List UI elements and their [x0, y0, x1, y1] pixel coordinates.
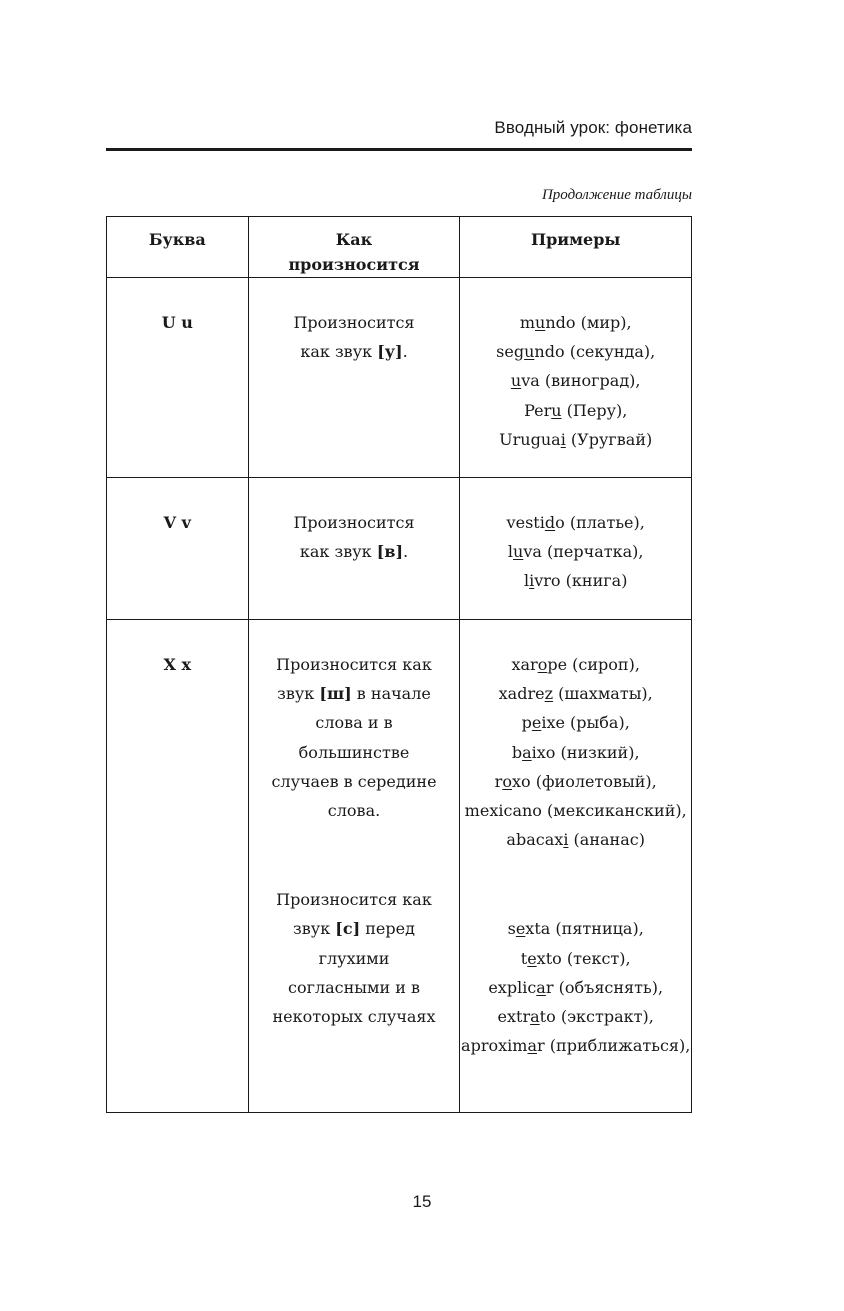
example-line [460, 650, 691, 679]
examples-u [460, 278, 691, 454]
example-text: Peru (Перу), [524, 400, 628, 420]
example-line [460, 508, 691, 537]
pronunciation-v [279, 478, 429, 566]
example-line [460, 796, 691, 825]
sound-symbol: [в] [376, 542, 404, 562]
letter-cell [107, 278, 249, 478]
running-header: Вводный урок: фонетика [494, 118, 692, 137]
example-text: baixo (низкий), [511, 742, 640, 762]
example-text: Uruguai (Уругвай) [499, 429, 653, 449]
example-text: livro (книга) [523, 571, 628, 591]
example-text: mexicano (мексиканский), [464, 801, 687, 821]
example-line [460, 914, 691, 943]
table-caption: Продолжение таблицы [541, 187, 692, 203]
pronunciation-cell [248, 278, 460, 478]
example-text: abacaxi (ананас) [506, 830, 645, 850]
pron-text-post: в начале слова и в большинстве случаев в середине слова. [271, 684, 437, 821]
pron-text: Произносится как звук [276, 655, 432, 704]
example-text: xarope (сироп), [511, 655, 640, 674]
examples-cell [460, 278, 692, 478]
header-examples: Примеры [460, 217, 692, 278]
example-line [460, 944, 691, 973]
table-row-v [107, 478, 692, 620]
example-text: xadrez (шахматы), [498, 684, 653, 704]
pron-text-post: . [403, 542, 409, 562]
pron-text-post: . [402, 342, 408, 362]
letter-u: U u [161, 313, 193, 332]
example-line [460, 337, 691, 366]
examples-x-2 [460, 884, 691, 1060]
letter-cell [107, 620, 249, 1113]
examples-cell [460, 620, 692, 1113]
table-header-row [107, 217, 692, 278]
letter-v: V v [163, 513, 191, 532]
pron-text: Произносится как звук [293, 313, 415, 362]
example-text: aproximar (приближаться), [461, 1036, 691, 1056]
example-text: uva (виноград), [510, 371, 641, 391]
example-line [460, 425, 691, 454]
header-letter: Буква [107, 217, 249, 278]
example-text: vestido (платье), [506, 513, 645, 532]
pronunciation-x-2 [268, 855, 440, 1031]
sound-symbol: [ш] [319, 684, 352, 704]
example-line [460, 825, 691, 854]
example-text: segundo (секунда), [496, 342, 656, 362]
example-line [460, 738, 691, 767]
example-line [460, 767, 691, 796]
example-line [460, 1031, 691, 1060]
pronunciation-cell [248, 620, 460, 1113]
header-pronunciation-text: Как произносится [288, 230, 420, 274]
pron-text: Произносится как звук [293, 513, 415, 562]
example-line [460, 396, 691, 425]
header-rule [106, 148, 692, 151]
example-text: sexta (пятница), [507, 919, 644, 939]
pron-text: Произносится как звук [276, 890, 432, 939]
example-text: peixe (рыба), [521, 713, 630, 733]
example-line [460, 708, 691, 737]
sound-symbol: [с] [335, 919, 361, 939]
example-text: mundo (мир), [519, 313, 632, 332]
table-row-u [107, 278, 692, 478]
examples-x-1 [460, 620, 691, 854]
example-text: roxo (фиолетовый), [494, 771, 657, 791]
example-line [460, 366, 691, 395]
example-line [460, 1002, 691, 1031]
example-text: explicar (объяснять), [488, 977, 664, 997]
example-line [460, 566, 691, 595]
examples-cell [460, 478, 692, 620]
examples-v [460, 478, 691, 596]
phonetics-table [106, 216, 692, 1113]
example-line [460, 537, 691, 566]
example-text: luva (перчатка), [507, 542, 644, 562]
pronunciation-x-1 [268, 620, 440, 825]
example-line [460, 679, 691, 708]
letter-cell [107, 478, 249, 620]
sound-symbol: [у] [377, 342, 403, 362]
example-text: texto (текст), [520, 948, 631, 968]
example-line [460, 973, 691, 1002]
letter-x: X x [163, 655, 192, 674]
table-row-x [107, 620, 692, 1113]
pron-text-post: перед глухими согласными и в некоторых случаях [272, 919, 436, 1027]
page-number: 15 [412, 1192, 432, 1211]
pronunciation-u [279, 278, 429, 366]
pronunciation-cell [248, 478, 460, 620]
example-line [460, 308, 691, 337]
header-pronunciation [248, 217, 460, 278]
example-text: extrato (экстракт), [497, 1007, 654, 1027]
